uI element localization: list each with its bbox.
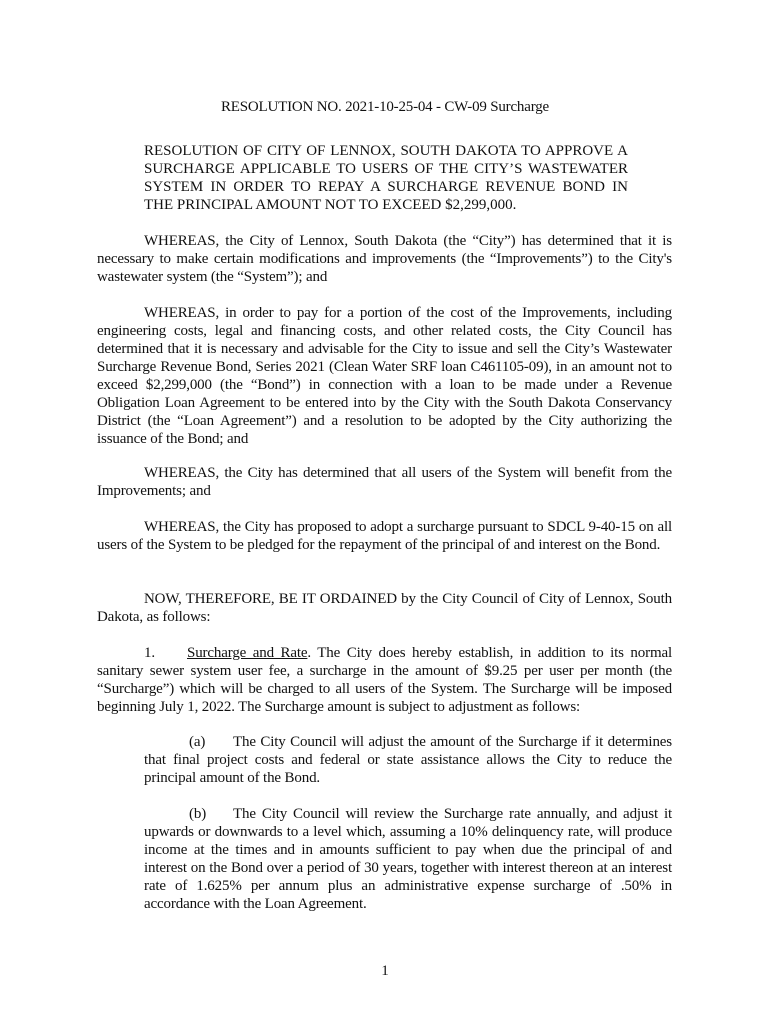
resolution-heading: RESOLUTION OF CITY OF LENNOX, SOUTH DAKOTA TO APPROVE A SURCHARGE APPLICABLE TO USERS OF THE CITY’S WASTEWATER SYSTEM IN ORDER TO REPAY A SURCHARGE REVENUE BOND IN THE PRINCIPAL AMOUNT NOT TO EXCEED $2,299,000. bbox=[144, 143, 628, 213]
subsection-b-letter: (b) bbox=[189, 806, 207, 822]
subsection-a bbox=[144, 733, 672, 787]
whereas-paragraph-3: WHEREAS, the City has determined that all users of the System will benefit from the Improvements; and bbox=[97, 465, 672, 499]
whereas-paragraph-2: WHEREAS, in order to pay for a portion of the cost of the Improvements, including engineering costs, legal and financing costs, and other related costs, the City Council has determined that it is necessary and advisable for the City to issue and sell the City’s Wastewater Surcharge Revenue Bond, Series 2021 (Clean Water SRF loan C461105-09), in an amount not to exceed $2,299,000 (the “Bond”) in connection with a loan to be made under a Revenue Obligation Loan Agreement to be entered into by the City with the South Dakota Conservancy District (the “Loan Agreement”) and a resolution to be adopted by the City authorizing the issuance of the Bond; and bbox=[97, 305, 672, 447]
section-1-heading: Surcharge and Rate bbox=[187, 645, 308, 661]
section-1-body: . The City does hereby establish, in addition to its normal sanitary sewer system user fee, a surcharge in the amount of $9.25 per user per month (the “Surcharge”) which will be charged to all users of the System. The Surcharge will be imposed beginning July 1, 2022. The Surcharge amount is subject to adjustment as follows: bbox=[97, 645, 672, 715]
ordained-paragraph: NOW, THEREFORE, BE IT ORDAINED by the City Council of City of Lennox, South Dakota, as follows: bbox=[97, 591, 672, 625]
subsection-a-letter: (a) bbox=[189, 734, 206, 750]
subsection-b bbox=[144, 805, 672, 913]
whereas-paragraph-4: WHEREAS, the City has proposed to adopt a surcharge pursuant to SDCL 9-40-15 on all users of the System to be pledged for the repayment of the principal of and interest on the Bond. bbox=[97, 519, 672, 553]
subsection-a-text: The City Council will adjust the amount of the Surcharge if it determines that final project costs and federal or state assistance allows the City to reduce the principal amount of the Bond. bbox=[144, 734, 672, 786]
section-1-number: 1. bbox=[144, 645, 155, 661]
section-1 bbox=[97, 644, 672, 716]
whereas-paragraph-1: WHEREAS, the City of Lennox, South Dakota (the “City”) has determined that it is necessary to make certain modifications and improvements (the “Improvements”) to the City's wastewater system (the “System”); and bbox=[97, 233, 672, 285]
resolution-title: RESOLUTION NO. 2021-10-25-04 - CW-09 Surcharge bbox=[221, 99, 549, 115]
page-number: 1 bbox=[381, 963, 389, 979]
subsection-b-text: The City Council will review the Surcharge rate annually, and adjust it upwards or downwards to a level which, assuming a 10% delinquency rate, will produce income at the times and in amounts sufficient to pay when due the principal of and interest on the Bond over a period of 30 years, together with interest thereon at an interest rate of 1.625% per annum plus an administrative expense surcharge of .50% in accordance with the Loan Agreement. bbox=[144, 806, 672, 912]
